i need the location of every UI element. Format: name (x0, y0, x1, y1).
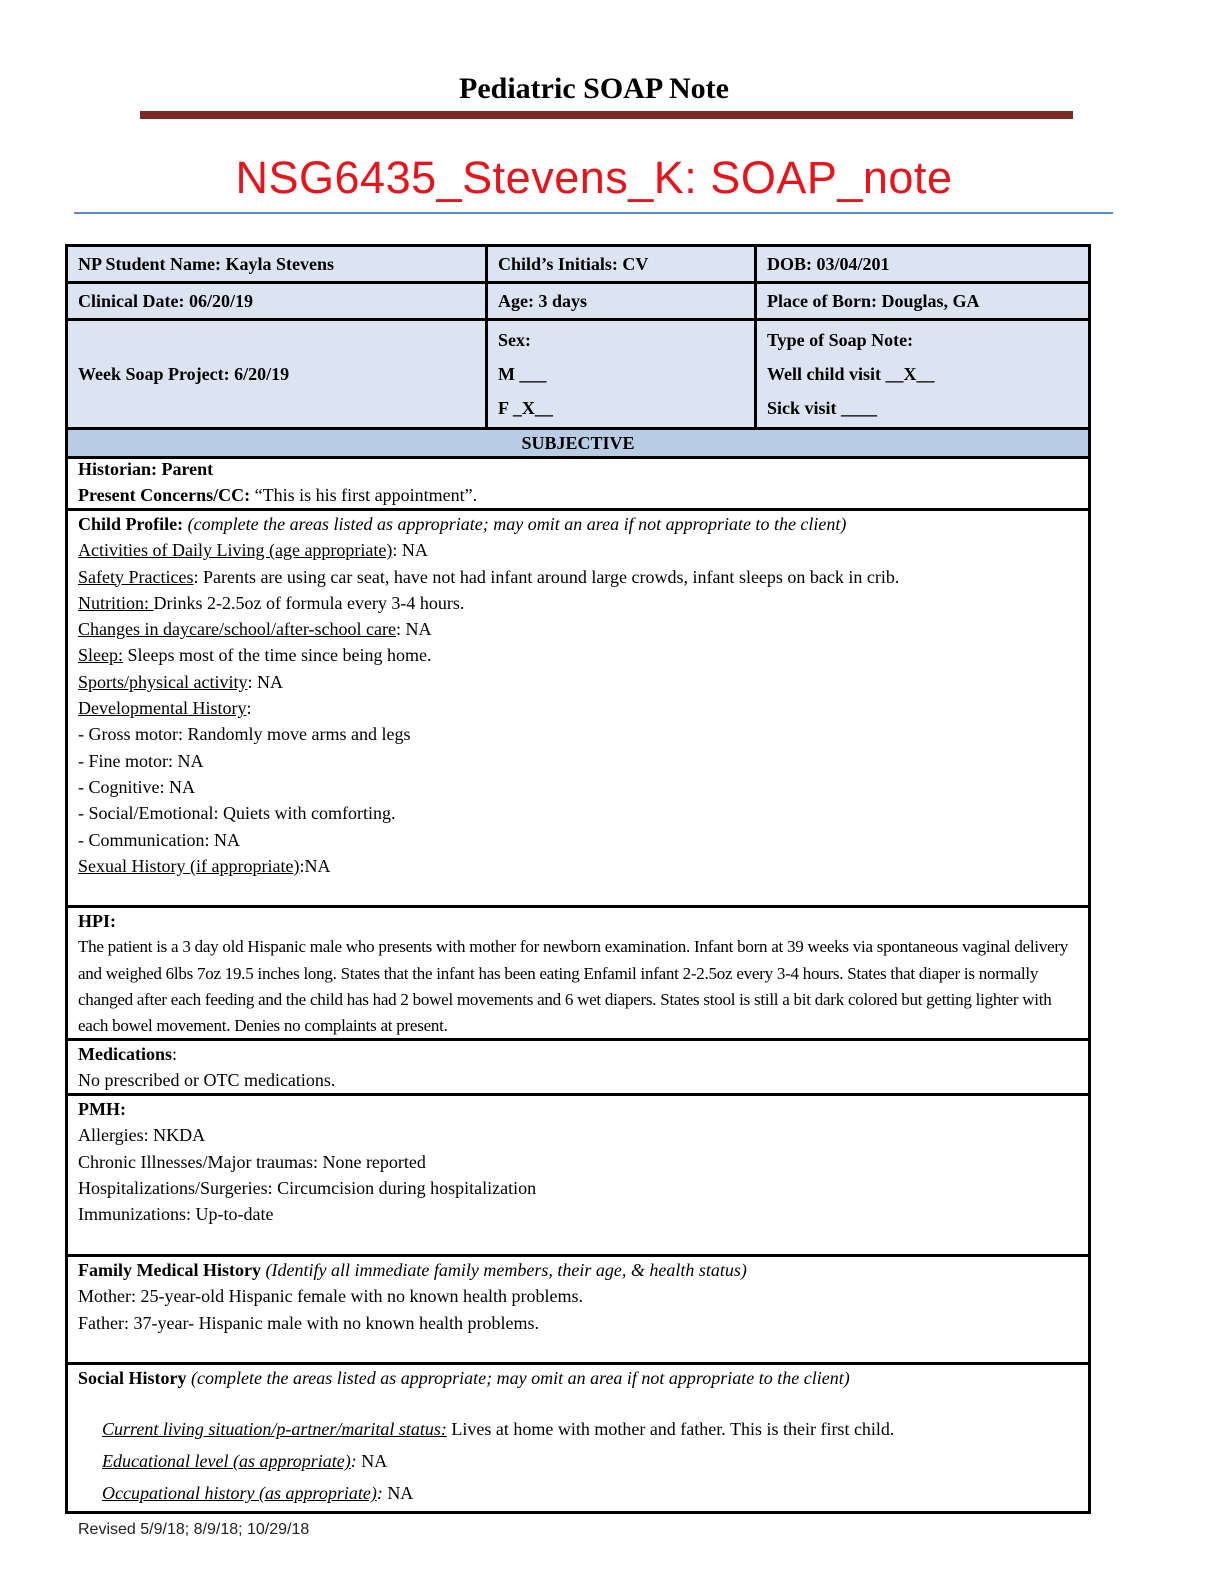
allergies-line: Allergies: NKDA (78, 1125, 206, 1146)
sex-label: Sex: (498, 330, 531, 350)
revision-footer: Revised 5/9/18; 8/9/18; 10/29/18 (78, 1521, 310, 1538)
educational-level-line: Educational level (as appropriate): NA (102, 1451, 388, 1472)
pmh-heading: PMH: (78, 1099, 126, 1119)
age-cell: Age: 3 days (487, 283, 756, 320)
gross-motor-line: - Gross motor: Randomly move arms and legs (78, 724, 411, 745)
sex-male: M ___ (498, 364, 547, 384)
title-divider (140, 111, 1073, 119)
medications-text: No prescribed or OTC medications. (78, 1070, 336, 1091)
occupational-history-line: Occupational history (as appropriate): NA (102, 1483, 414, 1504)
document-name-rule (74, 212, 1113, 214)
dob-cell: DOB: 03/04/201 (756, 246, 1090, 283)
social-history-heading: Social History (complete the areas listed as appropriate; may omit an area if not appropriate to the client) (78, 1368, 850, 1388)
historian: Historian: Parent (78, 459, 214, 479)
sleep-line: Sleep: Sleeps most of the time since being home. (78, 645, 432, 666)
daycare-line: Changes in daycare/school/after-school care: NA (78, 619, 432, 640)
hpi-heading: HPI: (78, 911, 116, 931)
pmh-section (65, 1096, 1091, 1257)
document-name: NSG6435_Stevens_K: SOAP_note (235, 152, 953, 203)
sexual-history-line: Sexual History (if appropriate):NA (78, 855, 331, 876)
medications-section (65, 1041, 1091, 1096)
place-born-cell: Place of Born: Douglas, GA (756, 283, 1090, 320)
note-type-cell (756, 320, 1090, 429)
patient-info-table (65, 244, 1091, 430)
hpi-section (65, 908, 1091, 1041)
sex-female: F _X__ (498, 398, 553, 418)
well-child-visit: Well child visit __X__ (767, 364, 935, 384)
communication-line: - Communication: NA (78, 829, 240, 850)
living-situation-line: Current living situation/p-artner/marital status: Lives at home with mother and father. This is their first child. (102, 1419, 895, 1440)
sick-visit: Sick visit ____ (767, 398, 878, 418)
adl-line: Activities of Daily Living (age appropriate): NA (78, 540, 428, 561)
family-history-heading: Family Medical History (Identify all immediate family members, their age, & health status) (78, 1260, 747, 1280)
immunizations-line: Immunizations: Up-to-date (78, 1204, 274, 1225)
week-project-cell: Week Soap Project: 6/20/19 (67, 320, 487, 429)
hpi-text: The patient is a 3 day old Hispanic male who presents with mother for newborn examination. Infant born at 39 weeks via spontaneous vaginal delivery and weighed 6lbs 7oz 19.5 inches long. States that the infant has been eating Enfamil infant 2-2.5oz every 3-4 hours. States that diaper is normally changed after each feeding and the child has had 2 bowel movements and 6 wet diapers. States stool is still a bit dark colored but getting lighter with each bowel movement. Denies no complaints at present. (78, 937, 1069, 1036)
sex-cell (487, 320, 756, 429)
present-concerns: Present Concerns/CC: “This is his first appointment”. (78, 485, 478, 506)
child-profile-section (65, 511, 1091, 908)
mother-line: Mother: 25-year-old Hispanic female with no known health problems. (78, 1286, 584, 1307)
cognitive-line: - Cognitive: NA (78, 776, 195, 797)
fine-motor-line: - Fine motor: NA (78, 750, 204, 771)
sports-line: Sports/physical activity: NA (78, 671, 283, 692)
nutrition-line: Nutrition: Drinks 2-2.5oz of formula every 3-4 hours. (78, 592, 465, 613)
child-profile-heading: Child Profile: (complete the areas listed as appropriate; may omit an area if not appropriate to the client) (78, 514, 847, 534)
page-title: Pediatric SOAP Note (459, 72, 729, 105)
clinical-date-cell: Clinical Date: 06/20/19 (67, 283, 487, 320)
developmental-heading: Developmental History: (78, 698, 252, 719)
medications-heading: Medications: (78, 1044, 178, 1064)
student-name-cell: NP Student Name: Kayla Stevens (67, 246, 487, 283)
subjective-heading: SUBJECTIVE (65, 427, 1091, 459)
father-line: Father: 37-year- Hispanic male with no known health problems. (78, 1312, 540, 1333)
social-history-section (65, 1365, 1091, 1514)
safety-line: Safety Practices: Parents are using car seat, have not had infant around large crowds, infant sleeps on back in crib. (78, 566, 900, 587)
hospitalizations-line: Hospitalizations/Surgeries: Circumcision during hospitalization (78, 1177, 537, 1198)
social-emotional-line: - Social/Emotional: Quiets with comforting. (78, 803, 396, 824)
family-history-section (65, 1257, 1091, 1365)
child-initials-cell: Child’s Initials: CV (487, 246, 756, 283)
chronic-line: Chronic Illnesses/Major traumas: None reported (78, 1151, 426, 1172)
historian-section (65, 456, 1091, 511)
note-type-label: Type of Soap Note: (767, 330, 914, 350)
